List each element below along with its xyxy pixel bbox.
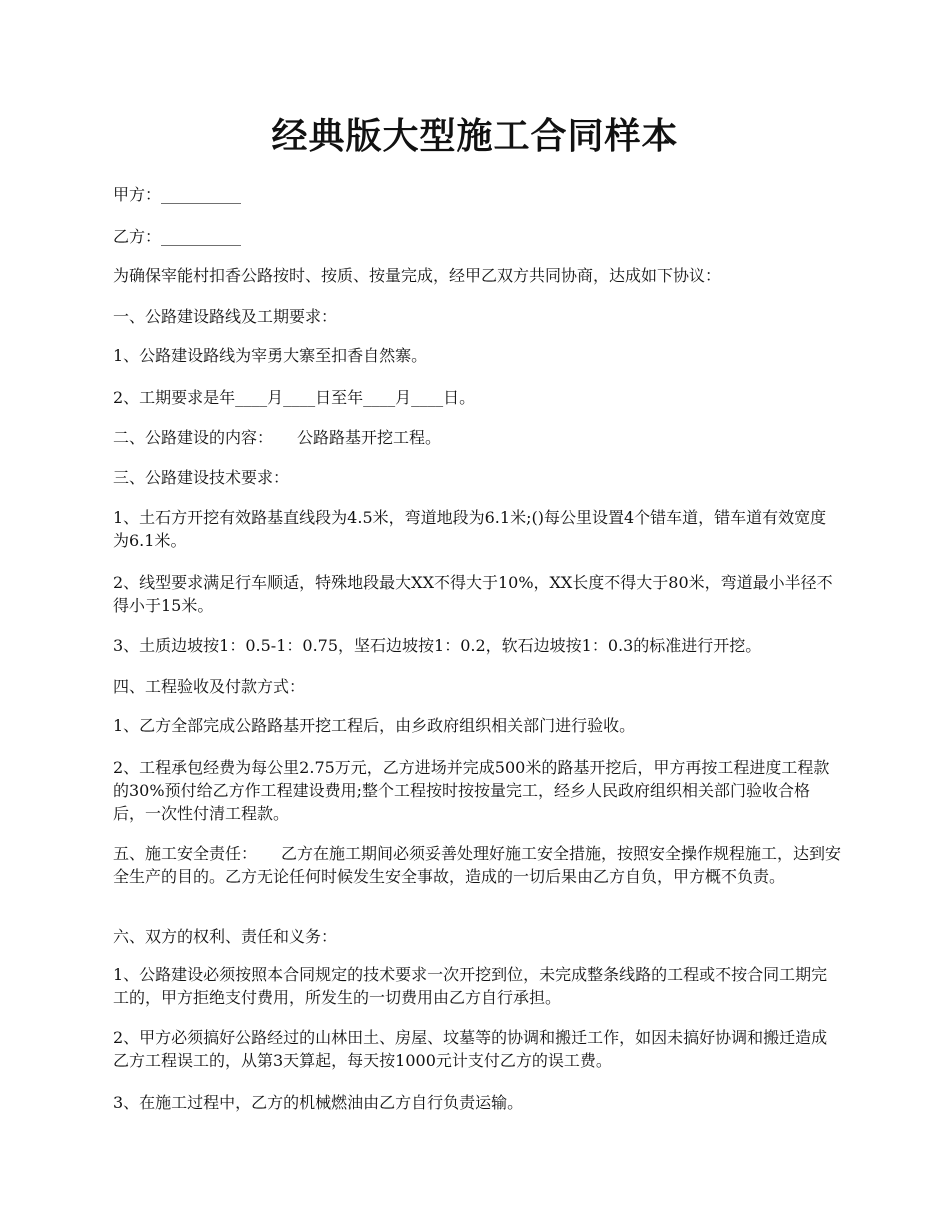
section-heading-2: 二、公路建设的内容： 公路路基开挖工程。 <box>113 428 442 447</box>
clause-paragraph: 1、土石方开挖有效路基直线段为4.5米，弯道地段为6.1米;()每公里设置4个错车道，错车道有效宽度为6.1米。 <box>113 508 827 550</box>
party-b-line: 乙方：__________ <box>113 227 242 246</box>
clause-paragraph: 1、乙方全部完成公路路基开挖工程后，由乡政府组织相关部门进行验收。 <box>113 716 636 735</box>
section-heading-3: 三、公路建设技术要求： <box>113 468 290 487</box>
clause-paragraph: 3、在施工过程中，乙方的机械燃油由乙方自行负责运输。 <box>113 1093 524 1112</box>
clause-paragraph: 1、公路建设路线为宰勇大寨至扣香自然寨。 <box>113 346 428 365</box>
document-title: 经典版大型施工合同样本 <box>271 115 679 157</box>
section-heading-4: 四、工程验收及付款方式： <box>113 677 306 696</box>
clause-paragraph: 1、公路建设必须按照本合同规定的技术要求一次开挖到位，未完成整条线路的工程或不按合同工期完工的，甲方拒绝支付费用，所发生的一切费用由乙方自行承担。 <box>113 965 828 1007</box>
clause-paragraph: 2、线型要求满足行车顺适，特殊地段最大XX不得大于10%，XX长度不得大于80米，弯道最小半径不得小于15米。 <box>113 573 833 615</box>
section-heading-5: 五、施工安全责任： 乙方在施工期间必须妥善处理好施工安全措施，按照安全操作规程施工，达到安全生产的目的。乙方无论任何时候发生安全事故，造成的一切后果由乙方自负，甲方概不负责。 <box>113 844 842 886</box>
section-heading-1: 一、公路建设路线及工期要求： <box>113 307 338 326</box>
preamble-paragraph: 为确保宰能村扣香公路按时、按质、按量完成，经甲乙双方共同协商，达成如下协议： <box>113 266 722 285</box>
clause-paragraph: 2、工程承包经费为每公里2.75万元，乙方进场并完成500米的路基开挖后，甲方再按工程进度工程款的30%预付给乙方作工程建设费用;整个工程按时按按量完工，经乡人民政府组织相关部门验收合格后，一次性付清工程款。 <box>113 758 830 823</box>
section-heading-6: 六、双方的权利、责任和义务： <box>113 927 338 946</box>
clause-paragraph: 2、甲方必须搞好公路经过的山林田土、房屋、坟墓等的协调和搬迁工作，如因未搞好协调和搬迁造成乙方工程误工的，从第3天算起，每天按1000元计支付乙方的误工费。 <box>113 1028 828 1070</box>
party-a-line: 甲方：__________ <box>113 185 242 204</box>
clause-paragraph: 3、土质边坡按1：0.5-1：0.75，坚石边坡按1：0.2，软石边坡按1：0.3的标准进行开挖。 <box>113 636 762 655</box>
clause-paragraph: 2、工期要求是年____月____日至年____月____日。 <box>113 388 476 407</box>
